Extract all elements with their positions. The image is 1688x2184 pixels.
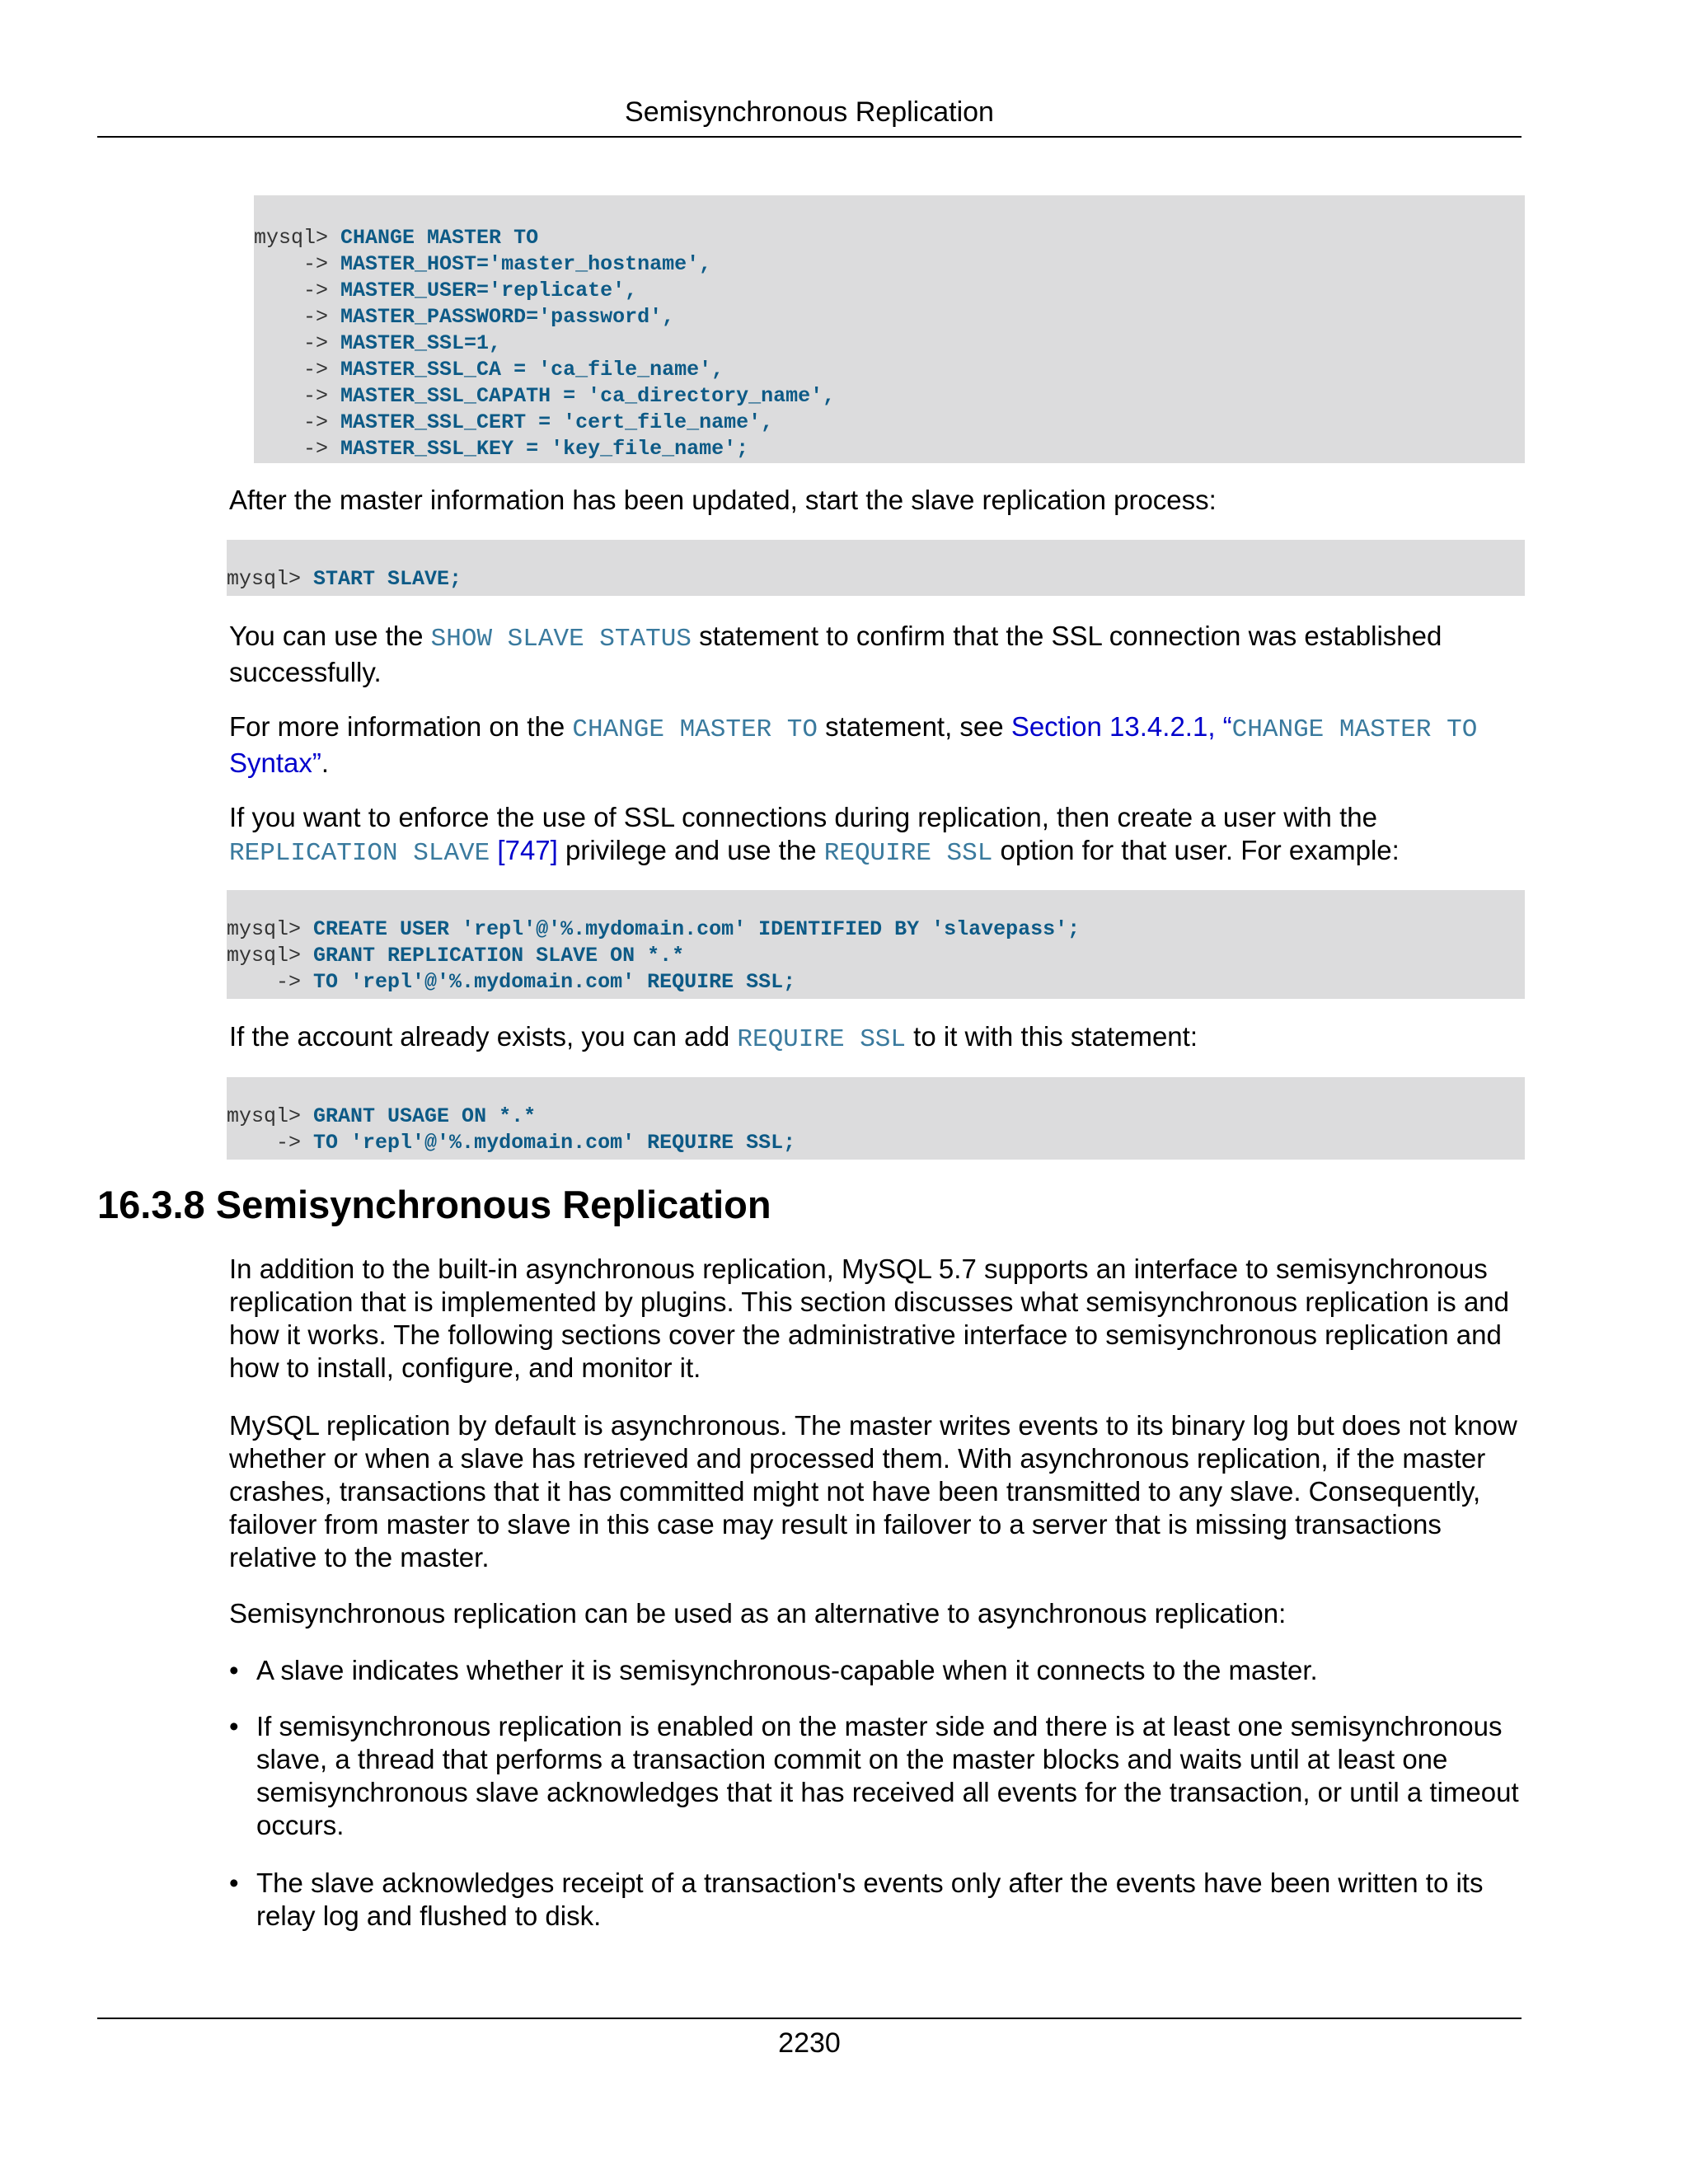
code-statement: TO 'repl'@'%.mydomain.com' REQUIRE SSL; (313, 1131, 796, 1155)
bullet-marker: • (229, 1711, 239, 1741)
list-item (229, 1654, 1531, 1687)
list-item-text: The slave acknowledges receipt of a transaction's events only after the events have been written to its relay log and flushed to disk. (256, 1868, 1484, 1931)
code-statement: MASTER_HOST='master_hostname', (340, 252, 712, 276)
inline-code-show-slave-status: SHOW SLAVE STATUS (430, 625, 692, 654)
text: If you want to enforce the use of SSL connections during replication, then create a user with the (229, 802, 1377, 832)
text: . (321, 748, 330, 778)
code-prompt: -> (254, 437, 341, 461)
code-block-start-slave (227, 540, 1525, 596)
code-line (254, 278, 1525, 304)
code-prompt: mysql> (227, 567, 314, 591)
text: For more information on the (229, 711, 573, 742)
code-prompt: -> (254, 305, 341, 329)
bullet-marker: • (229, 1868, 239, 1898)
code-block-grant-usage (227, 1077, 1525, 1160)
text: to it with this statement: (906, 1021, 1198, 1052)
code-line (227, 1104, 1525, 1130)
code-prompt: mysql> (254, 226, 341, 250)
code-statement: MASTER_SSL_CERT = 'cert_file_name', (340, 410, 774, 434)
code-line (254, 304, 1525, 330)
inline-code-require-ssl: REQUIRE SSL (737, 1025, 907, 1054)
paragraph-intro: In addition to the built-in asynchronous replication, MySQL 5.7 supports an interface to semisynchronous replication that is implemented by plugins. This section discusses what semisynchronous replication is and how it works. The following sections cover the administrative interface to semisynchronous replication and how to install, configure, and monitor it. (229, 1254, 1509, 1383)
code-prompt: -> (254, 358, 341, 382)
paragraph-alternative: Semisynchronous replication can be used as an alternative to asynchronous replication: (229, 1598, 1287, 1629)
code-block-create-user (227, 890, 1525, 999)
code-prompt: -> (227, 970, 314, 994)
inline-code-change-master-to: CHANGE MASTER TO (572, 715, 818, 744)
code-statement: MASTER_SSL_CA = 'ca_file_name', (340, 358, 724, 382)
code-line (227, 916, 1525, 943)
code-line (254, 251, 1525, 278)
link-text: Section 13.4.2.1, “ (1010, 711, 1232, 742)
code-statement: TO 'repl'@'%.mydomain.com' REQUIRE SSL; (313, 970, 796, 994)
paragraph-enforce-ssl (229, 801, 1525, 870)
code-prompt: mysql> (227, 944, 314, 968)
inline-code-require-ssl: REQUIRE SSL (823, 839, 993, 868)
code-statement: CREATE USER 'repl'@'%.mydomain.com' IDENTIFIED BY 'slavepass'; (313, 917, 1081, 941)
privilege-reference-link[interactable]: [747] (490, 835, 558, 865)
code-line (227, 943, 1525, 969)
code-line (254, 330, 1525, 357)
code-line (227, 969, 1525, 996)
code-line (254, 357, 1525, 383)
list-item (229, 1710, 1531, 1842)
list-item (229, 1867, 1531, 1933)
paragraph-account-exists (229, 1020, 1525, 1057)
code-prompt: -> (254, 410, 341, 434)
text: privilege and use the (557, 835, 824, 865)
header-rule (97, 136, 1522, 138)
code-statement: GRANT USAGE ON *.* (313, 1104, 537, 1128)
code-prompt: -> (254, 252, 341, 276)
inline-code-replication-slave: REPLICATION SLAVE (229, 839, 490, 868)
code-prompt: -> (254, 384, 341, 408)
paragraph-show-status (229, 620, 1525, 689)
code-line (227, 1130, 1525, 1156)
paragraph-default-async: MySQL replication by default is asynchronous. The master writes events to its binary log but does not know whether or when a slave has retrieved and processed them. With asynchronous replication, if the master crashes, transactions that it has committed might not have been transmitted to any slave. Consequently, failover from master to slave in this case may result in failover to a server that is missing transactions relative to the master. (229, 1410, 1517, 1572)
list-item-text: If semisynchronous replication is enabled on the master side and there is at least one semisynchronous slave, a thread that performs a transaction commit on the master blocks and waits until at least one semisynchronous slave acknowledges that it has received all events for the transaction, or until a timeout occurs. (256, 1711, 1519, 1840)
code-prompt: -> (254, 331, 341, 355)
code-prompt: -> (254, 279, 341, 302)
section-heading: 16.3.8 Semisynchronous Replication (97, 1183, 771, 1226)
code-statement: MASTER_SSL=1, (340, 331, 502, 355)
paragraph-more-info (229, 710, 1525, 780)
code-statement: MASTER_SSL_KEY = 'key_file_name'; (340, 437, 749, 461)
footer-rule (97, 2018, 1522, 2019)
running-header: Semisynchronous Replication (625, 96, 994, 128)
code-statement: GRANT REPLICATION SLAVE ON *.* (313, 944, 685, 968)
text: You can use the (229, 621, 431, 651)
code-block-change-master (254, 195, 1525, 463)
code-prompt: mysql> (227, 917, 314, 941)
code-line (254, 225, 1525, 251)
code-line (254, 436, 1525, 462)
code-line (254, 383, 1525, 410)
text: statement, see (818, 711, 1011, 742)
link-text: Syntax” (229, 748, 321, 778)
link-inline-code: CHANGE MASTER TO (1231, 715, 1478, 744)
code-statement: CHANGE MASTER TO (340, 226, 539, 250)
bullet-marker: • (229, 1655, 239, 1685)
code-line (254, 410, 1525, 436)
page-number: 2230 (778, 2027, 841, 2059)
text: statement to confirm that the SSL connection was established successfully. (229, 621, 1442, 687)
code-statement: MASTER_SSL_CAPATH = 'ca_directory_name', (340, 384, 836, 408)
text: If the account already exists, you can add (229, 1021, 738, 1052)
code-line (227, 566, 1525, 593)
list-item-text: A slave indicates whether it is semisynchronous-capable when it connects to the master. (256, 1655, 1318, 1685)
code-statement: MASTER_USER='replicate', (340, 279, 638, 302)
code-statement: START SLAVE; (313, 567, 462, 591)
paragraph-after-update: After the master information has been updated, start the slave replication process: (229, 485, 1217, 515)
code-prompt: -> (227, 1131, 314, 1155)
text: option for that user. For example: (992, 835, 1400, 865)
code-statement: MASTER_PASSWORD='password', (340, 305, 675, 329)
code-prompt: mysql> (227, 1104, 314, 1128)
